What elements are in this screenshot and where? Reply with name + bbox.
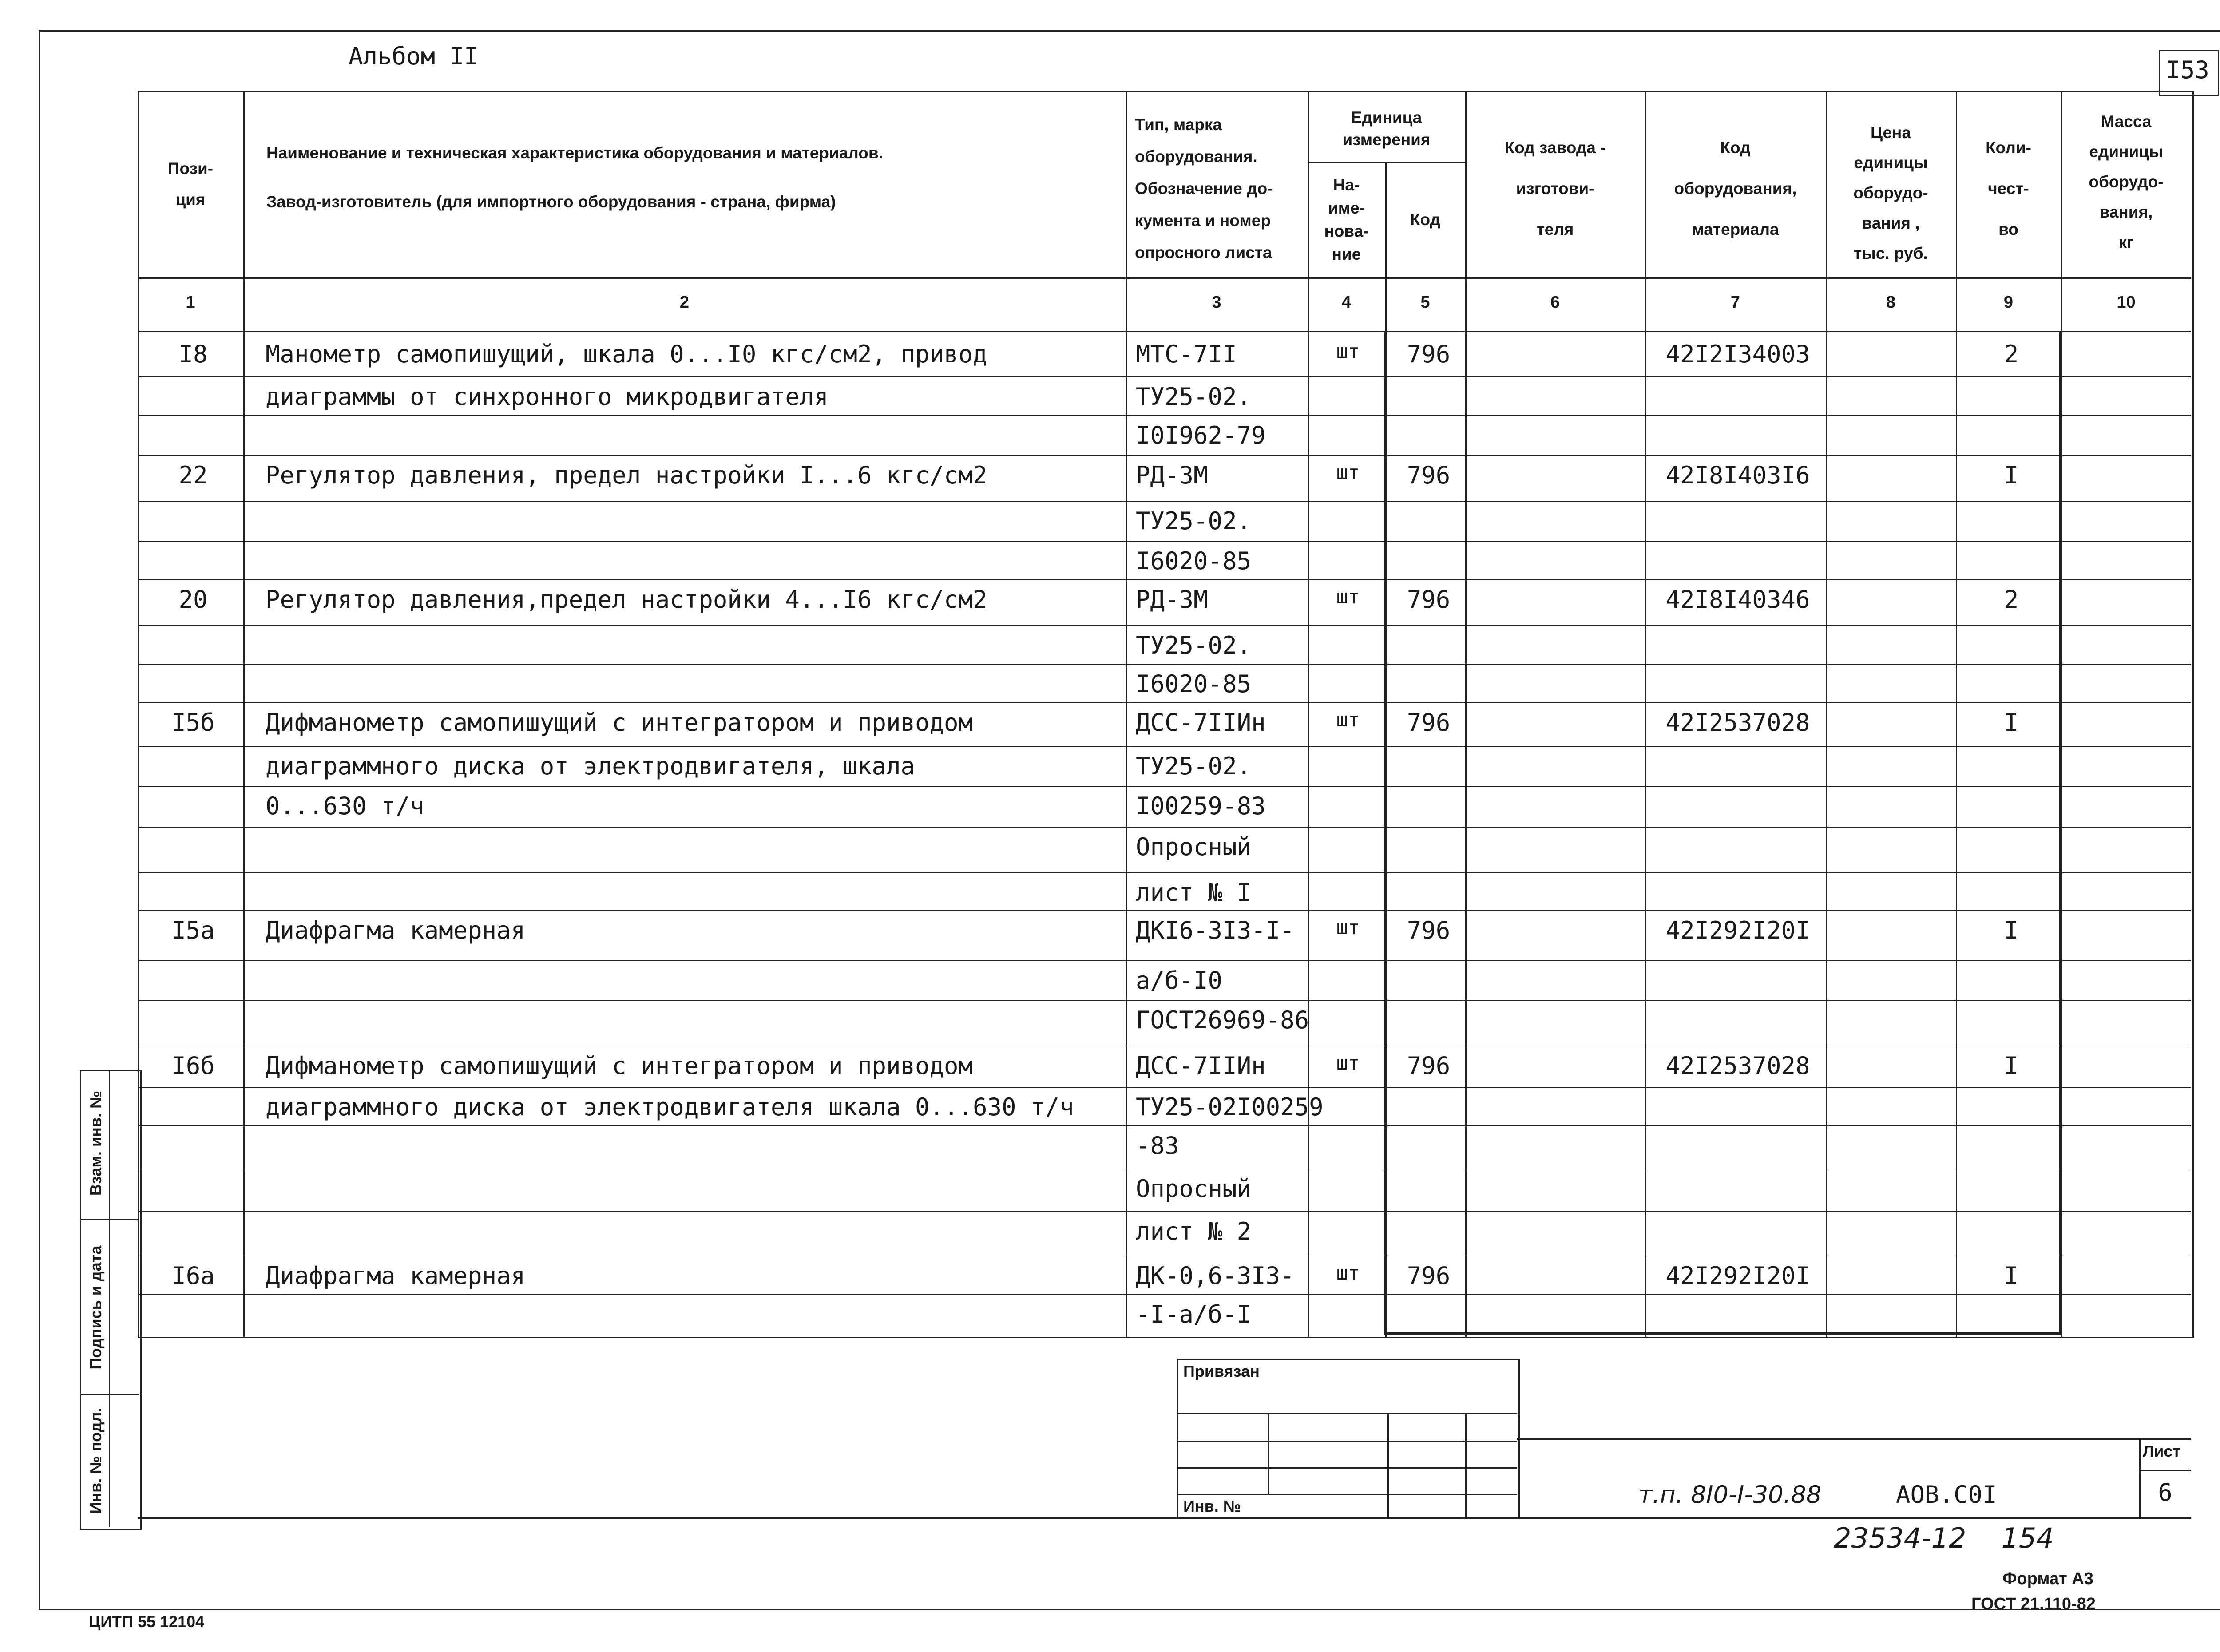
header-quantity: Коли- чест- во [1986, 139, 2031, 238]
colnum-8: 8 [1886, 293, 1896, 312]
cell-qty: I [2004, 709, 2019, 737]
cell-unit: шт [1336, 1262, 1360, 1284]
cell-name: Манометр самопишущий, шкала 0...I0 кгс/см2, привод [266, 340, 987, 368]
cell-type: РД-3М [1136, 586, 1208, 614]
list-number: 6 [2158, 1478, 2172, 1506]
cell-name: Диафрагма камерная [266, 1262, 526, 1290]
colnum-9: 9 [2003, 293, 2014, 312]
cell-name: диаграммы от синхронного микродвигателя [266, 383, 829, 411]
cell-type: ДКI6-3I3-I- [1136, 916, 1295, 944]
cell-type: ТУ25-02. [1136, 507, 1252, 535]
cell-qty: 2 [2004, 340, 2019, 368]
cell-unit: шт [1336, 1052, 1360, 1074]
cell-pos: I6б [171, 1052, 215, 1080]
row-divider [138, 541, 2191, 542]
row-divider [138, 501, 2191, 502]
cell-qty: I [2004, 461, 2019, 489]
row-divider [138, 1000, 2191, 1001]
cell-pos: I6а [171, 1262, 215, 1290]
header-unit-code: Код [1410, 210, 1441, 229]
page-number: I53 [2166, 56, 2209, 84]
cell-unit: шт [1336, 586, 1360, 608]
cell-type: ТУ25-02. [1136, 383, 1252, 411]
row-divider [138, 872, 2191, 873]
cell-pos: I5б [171, 709, 215, 737]
header-factory-code: Код завода - изготови- теля [1504, 139, 1606, 238]
cell-name: Регулятор давления,предел настройки 4...I6 кгс/см2 [266, 586, 987, 614]
cell-equip-code: 42I292I20I [1665, 916, 1810, 944]
cell-code: 796 [1407, 586, 1451, 614]
cell-type: I0I962-79 [1136, 421, 1266, 449]
cell-pos: 20 [178, 586, 208, 614]
row-divider [138, 1211, 2191, 1212]
colnum-3: 3 [1212, 293, 1221, 312]
row-divider [138, 1087, 2191, 1088]
cell-code: 796 [1407, 1262, 1451, 1290]
row-divider [138, 827, 2191, 828]
row-divider [138, 960, 2191, 961]
header-equipment-code: Код оборудования, материала [1674, 139, 1797, 238]
cell-code: 796 [1407, 461, 1451, 489]
cell-qty: I [2004, 916, 2019, 944]
privyazan-label: Привязан [1183, 1362, 1260, 1380]
colnum-5: 5 [1420, 293, 1430, 312]
cell-type: ГОСТ26969-86 [1136, 1006, 1309, 1034]
citp-label: ЦИТП 55 12104 [89, 1612, 205, 1631]
cell-qty: I [2004, 1262, 2019, 1290]
cell-name: Регулятор давления, предел настройки I...6 кгс/см2 [266, 461, 987, 489]
cell-equip-code: 42I2537028 [1665, 1052, 1810, 1080]
cell-name: Диафрагма камерная [266, 916, 526, 944]
header-position: Пози- ция [167, 159, 214, 209]
cell-equip-code: 42I292I20I [1665, 1262, 1810, 1290]
row-divider [138, 1125, 2191, 1126]
row-divider [138, 664, 2191, 665]
cell-name: 0...630 т/ч [266, 792, 424, 820]
cell-type: -83 [1136, 1132, 1179, 1160]
cell-code: 796 [1407, 916, 1451, 944]
row-divider [138, 746, 2191, 747]
header-unit-name: На- име- нова- ние [1324, 176, 1369, 263]
row-divider [138, 625, 2191, 626]
handwritten-number: 23534-12 154 [1834, 1522, 2054, 1554]
row-divider [138, 376, 2191, 377]
cell-type: I00259-83 [1136, 792, 1266, 820]
side-label-inv-podl: Инв. № подл. [87, 1407, 105, 1514]
cell-unit: шт [1336, 916, 1360, 939]
cell-type: ТУ25-02I00259 [1136, 1093, 1324, 1121]
cell-code: 796 [1407, 1052, 1451, 1080]
cell-name: диаграммного диска от электродвигателя, шкала [266, 752, 915, 780]
format-label: Формат А3 [2002, 1569, 2093, 1588]
cell-name: Дифманометр самопишущий с интегратором и приводом [266, 1052, 973, 1080]
cell-equip-code: 42I2537028 [1665, 709, 1810, 737]
cell-equip-code: 42I8I40346 [1665, 586, 1810, 614]
colnum-6: 6 [1550, 293, 1560, 312]
colnum-10: 10 [2117, 293, 2136, 312]
header-unit: Единица измерения [1342, 108, 1431, 149]
cell-type: I6020-85 [1136, 670, 1252, 698]
colnum-4: 4 [1341, 293, 1352, 312]
cell-type: -I-а/б-I [1136, 1300, 1252, 1328]
cell-type: лист № I [1136, 879, 1252, 907]
cell-type: Опросный [1136, 1175, 1252, 1203]
cell-equip-code: 42I2I34003 [1665, 340, 1810, 368]
cell-type: ДСС-7IIИн [1136, 709, 1266, 737]
doc-mark: АОВ.С0I [1896, 1481, 1997, 1509]
cell-pos: I8 [178, 340, 208, 368]
side-label-vzam: Взам. инв. № [87, 1090, 105, 1196]
cell-type: ТУ25-02. [1136, 631, 1252, 659]
header-price: Цена единицы оборудо- вания , тыс. руб. [1853, 123, 1928, 262]
colnum-1: 1 [186, 293, 195, 312]
list-label: Лист [2143, 1442, 2181, 1460]
row-divider [138, 1294, 2191, 1295]
doc-code: т.п. 8I0-I-30.88 [1638, 1481, 1822, 1509]
cell-type: I6020-85 [1136, 547, 1252, 575]
cell-qty: 2 [2004, 586, 2019, 614]
cell-type: а/б-I0 [1136, 967, 1223, 994]
cell-type: лист № 2 [1136, 1217, 1252, 1245]
cell-name: Дифманометр самопишущий с интегратором и приводом [266, 709, 973, 737]
row-divider [138, 786, 2191, 787]
cell-type: ДСС-7IIИн [1136, 1052, 1266, 1080]
header-mass: Масса единицы оборудо- вания, кг [2089, 112, 2164, 251]
gost-label: ГОСТ 21.110-82 [1971, 1595, 2096, 1613]
cell-name: диаграммного диска от электродвигателя шкала 0...630 т/ч [266, 1093, 1074, 1121]
header-type: Тип, марка оборудования. Обозначение до- кумента и номер опросного листа [1135, 115, 1273, 261]
cell-unit: шт [1336, 340, 1360, 363]
row-divider [138, 415, 2191, 416]
cell-pos: I5а [171, 916, 215, 944]
inv-label: Инв. № [1183, 1497, 1241, 1515]
cell-unit: шт [1336, 709, 1360, 731]
colnum-2: 2 [679, 293, 690, 312]
cell-type: ТУ25-02. [1136, 752, 1252, 780]
cell-equip-code: 42I8I403I6 [1665, 461, 1810, 489]
row-divider [138, 910, 2191, 911]
cell-type: МТС-7II [1136, 340, 1237, 368]
cell-code: 796 [1407, 340, 1451, 368]
cell-pos: 22 [178, 461, 208, 489]
cell-qty: I [2004, 1052, 2019, 1080]
colnum-7: 7 [1730, 293, 1740, 312]
row-divider [138, 455, 2191, 456]
cell-unit: шт [1336, 461, 1360, 484]
cell-type: ДК-0,6-3I3- [1136, 1262, 1295, 1290]
album-title: Альбом II [349, 42, 479, 70]
cell-code: 796 [1407, 709, 1451, 737]
header-name: Наименование и техническая характеристика оборудования и материалов. Завод-изготовитель (для импортного оборудования - страна, фирма) [266, 144, 883, 211]
row-divider [138, 702, 2191, 703]
row-divider [138, 579, 2191, 580]
cell-type: Опросный [1136, 833, 1252, 861]
cell-type: РД-3М [1136, 461, 1208, 489]
side-label-podpis: Подпись и дата [87, 1245, 105, 1370]
